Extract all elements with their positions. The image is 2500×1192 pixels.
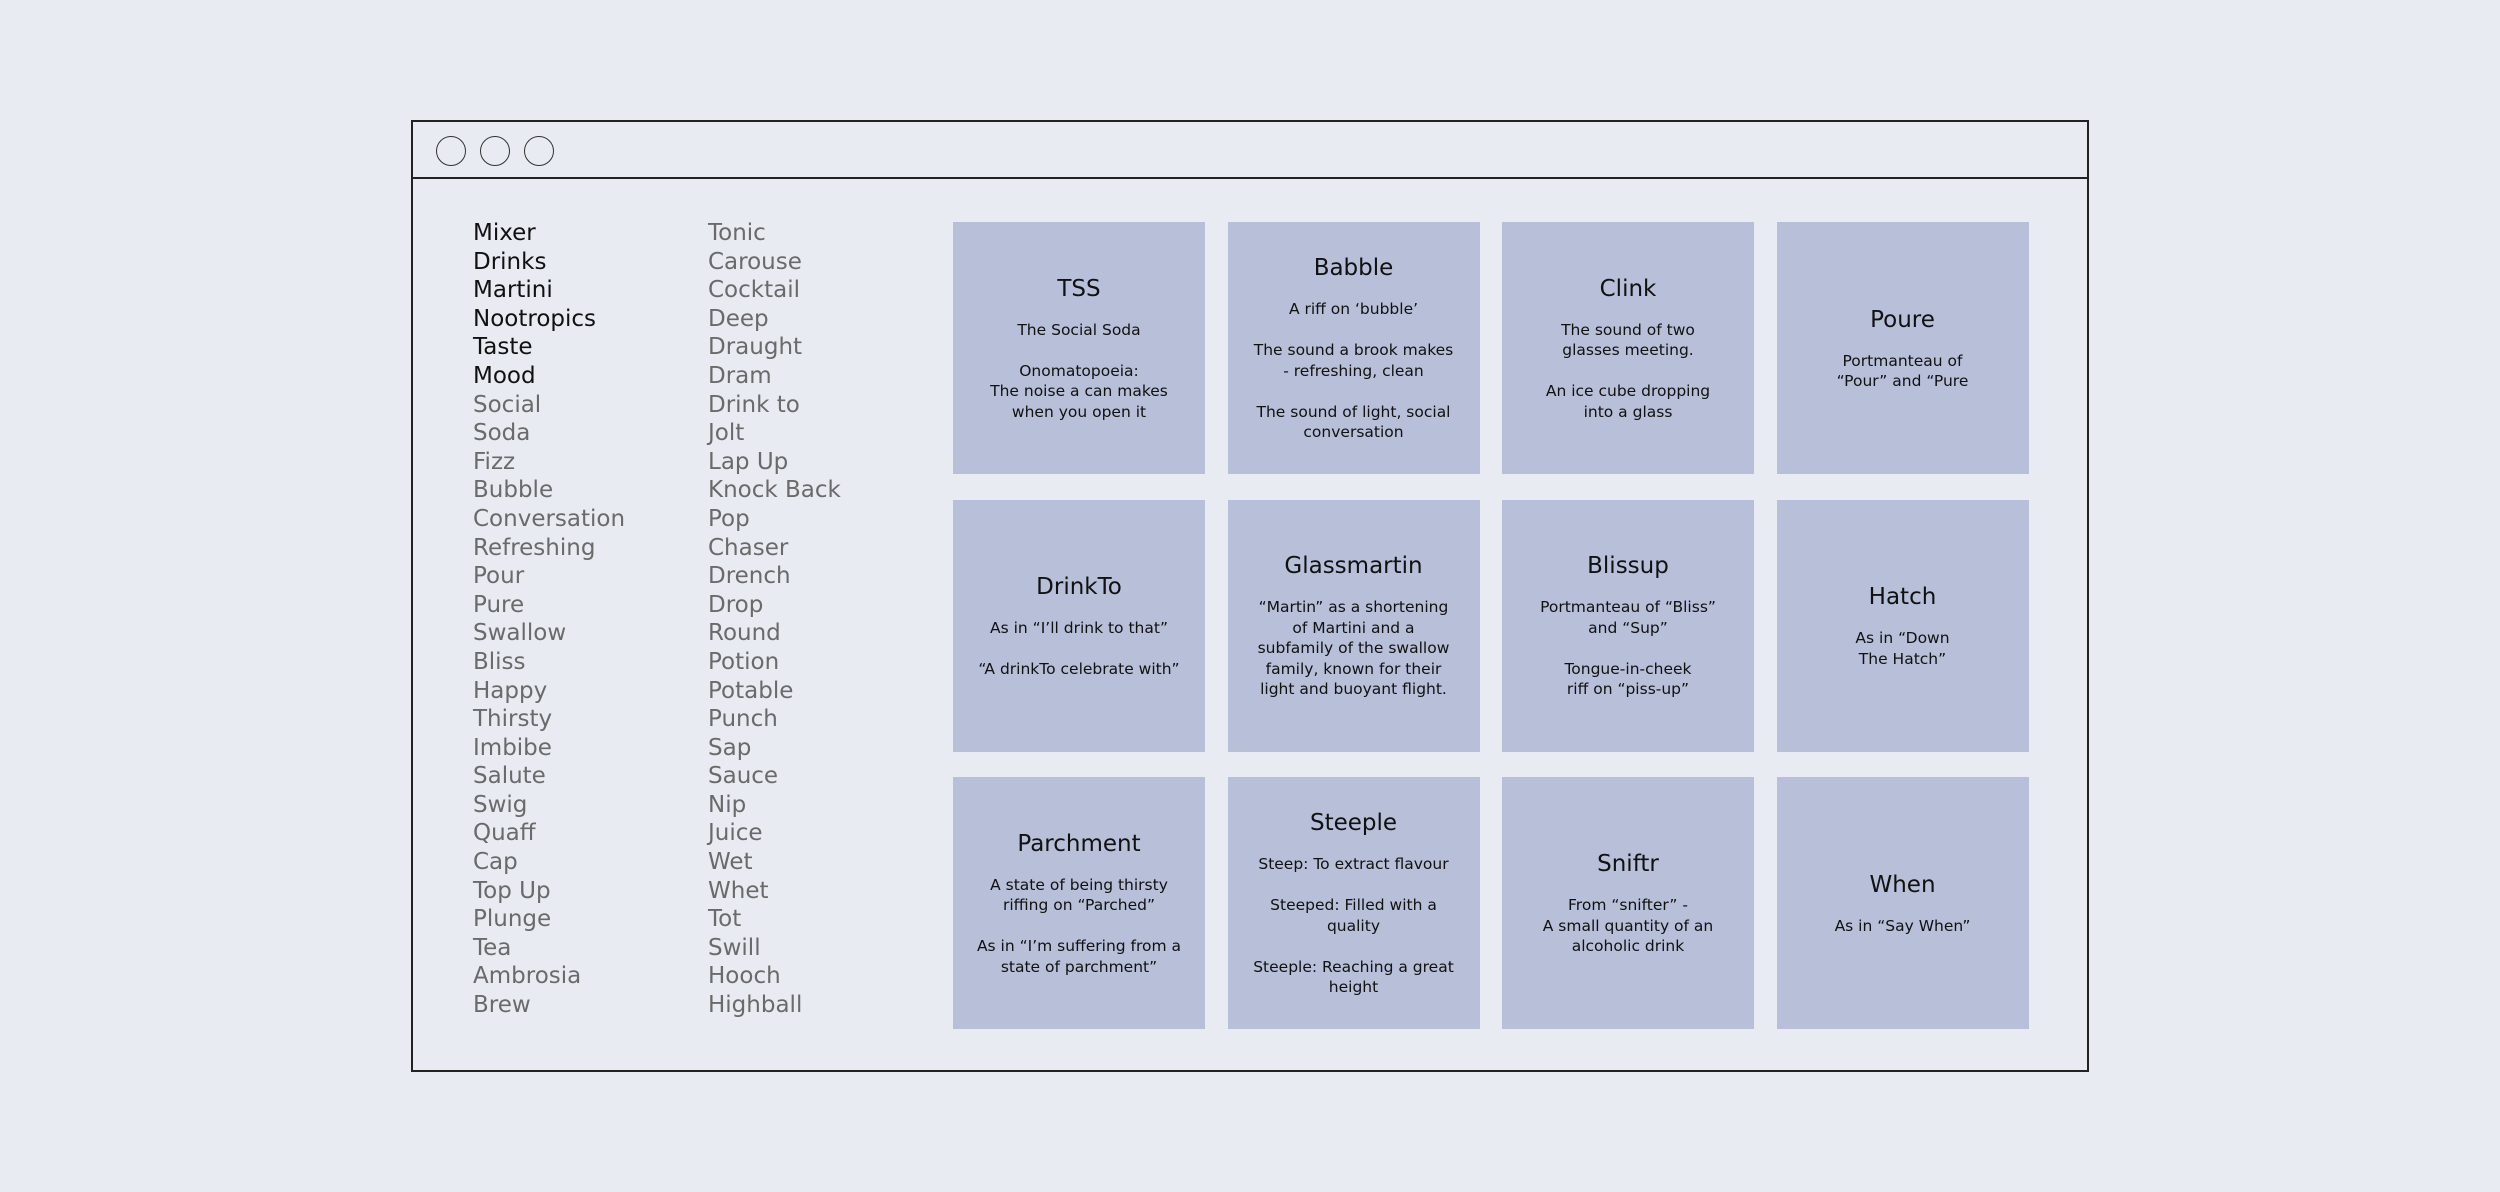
card-description: A state of being thirsty riffing on “Parched” As in “I’m suffering from a state of parchment” xyxy=(976,875,1182,976)
word-list-column-1 xyxy=(473,219,625,1020)
word-list-item: Wet xyxy=(708,849,753,876)
word-list-item: Mixer xyxy=(473,220,536,246)
window-button-1[interactable] xyxy=(436,136,466,166)
card-title: Babble xyxy=(1313,255,1394,282)
word-list-item: Pop xyxy=(708,505,750,532)
word-list-item: Tea xyxy=(473,934,512,961)
name-card xyxy=(1502,500,1754,752)
window-button-3[interactable] xyxy=(524,136,554,166)
word-list-item: Highball xyxy=(708,992,803,1019)
word-list-item: Pure xyxy=(473,591,525,618)
name-card xyxy=(1777,222,2029,474)
name-card xyxy=(953,222,1205,474)
word-list-item: Lap Up xyxy=(708,448,789,475)
word-list-item: Fizz xyxy=(473,448,516,475)
word-list-item: Drop xyxy=(708,591,764,618)
word-list-item: Draught xyxy=(708,334,803,361)
word-list-item: Tot xyxy=(708,906,742,933)
card-title: Steeple xyxy=(1309,810,1398,837)
word-list-item: Carouse xyxy=(708,248,802,275)
card-title: When xyxy=(1869,871,1936,898)
word-list-column-2 xyxy=(708,219,841,1020)
word-list-item: Potion xyxy=(708,648,780,675)
word-list-item: Sauce xyxy=(708,763,779,790)
card-title: DrinkTo xyxy=(1036,573,1122,600)
name-card xyxy=(1228,500,1480,752)
word-list-item: Round xyxy=(708,620,781,647)
word-list-item: Drench xyxy=(708,563,791,590)
card-title: Hatch xyxy=(1868,584,1937,610)
word-list-item: Drinks xyxy=(473,248,547,275)
card-title: Poure xyxy=(1870,306,1935,333)
word-list-item: Taste xyxy=(473,334,533,361)
word-list-item: Happy xyxy=(473,677,548,704)
word-list-item: Refreshing xyxy=(473,534,596,561)
word-list-item: Jolt xyxy=(708,420,745,447)
name-card xyxy=(1228,777,1480,1029)
word-list-item: Martini xyxy=(473,277,553,304)
card-description: Steep: To extract flavour Steeped: Filled with a quality Steeple: Reaching a great height xyxy=(1253,855,1454,997)
word-list-item: Imbibe xyxy=(473,734,552,761)
card-title: Clink xyxy=(1599,275,1657,302)
word-list-item: Soda xyxy=(473,420,531,447)
word-list-item: Potable xyxy=(708,677,794,704)
word-list-item: Quaff xyxy=(473,820,536,847)
word-list-item: Brew xyxy=(473,992,531,1019)
word-list-item: Pour xyxy=(473,563,525,590)
name-card xyxy=(1502,777,1754,1029)
browser-window xyxy=(411,120,2089,1072)
name-card xyxy=(953,777,1205,1029)
word-list-item: Swig xyxy=(473,791,528,818)
word-list-item: Chaser xyxy=(708,534,789,561)
card-description: A riff on ‘bubble’ The sound a brook makes - refreshing, clean The sound of light, social conversation xyxy=(1253,300,1454,442)
word-list-item: Drink to xyxy=(708,391,800,418)
card-description: As in “Down The Hatch” xyxy=(1855,629,1950,668)
card-title: Sniftr xyxy=(1597,851,1659,878)
word-list-item: Nootropics xyxy=(473,305,597,332)
card-description: Portmanteau of “Pour” and “Pure xyxy=(1836,351,1969,390)
word-list-item: Salute xyxy=(473,763,546,790)
word-list-item: Punch xyxy=(708,706,778,733)
word-list-item: Sap xyxy=(708,734,752,761)
window-button-2[interactable] xyxy=(480,136,510,166)
word-list-item: Conversation xyxy=(473,505,626,532)
card-description: The sound of two glasses meeting. An ice cube dropping into a glass xyxy=(1545,320,1711,421)
card-description: The Social Soda Onomatopoeia: The noise a can makes when you open it xyxy=(990,320,1168,421)
word-list-item: Whet xyxy=(708,877,769,904)
word-list-item: Cap xyxy=(473,849,518,876)
word-list-item: Knock Back xyxy=(708,477,841,504)
word-list-item: Dram xyxy=(708,362,772,389)
name-card xyxy=(1228,222,1480,474)
word-list-item: Ambrosia xyxy=(473,963,582,990)
word-list-item: Bliss xyxy=(473,648,526,675)
word-list-item: Mood xyxy=(473,362,536,389)
word-list-item: Social xyxy=(473,391,542,418)
word-list-item: Tonic xyxy=(708,220,766,246)
card-title: Parchment xyxy=(1017,830,1141,857)
word-list-item: Thirsty xyxy=(473,706,553,733)
word-list-item: Juice xyxy=(708,820,763,847)
word-list-item: Swill xyxy=(708,934,761,961)
word-list-item: Swallow xyxy=(473,620,567,647)
word-list-item: Cocktail xyxy=(708,277,800,304)
window-title-bar xyxy=(413,122,2087,179)
word-list-item: Bubble xyxy=(473,477,554,504)
card-description: As in “Say When” xyxy=(1834,916,1971,935)
card-description: Portmanteau of “Bliss” and “Sup” Tongue-in-cheek riff on “piss-up” xyxy=(1540,598,1716,699)
word-list-item: Top Up xyxy=(473,877,551,904)
card-description: From “snifter” - A small quantity of an alcoholic drink xyxy=(1542,896,1714,956)
word-list-item: Deep xyxy=(708,305,769,332)
word-list-item: Hooch xyxy=(708,963,781,990)
name-card xyxy=(953,500,1205,752)
name-card xyxy=(1777,500,2029,752)
name-card xyxy=(1502,222,1754,474)
name-card xyxy=(1777,777,2029,1029)
card-description: “Martin” as a shortening of Martini and a subfamily of the swallow family, known for their light and buoyant flight. xyxy=(1257,598,1450,699)
card-title: Blissup xyxy=(1587,553,1669,580)
card-description: As in “I’ll drink to that” “A drinkTo celebrate with” xyxy=(978,618,1180,678)
card-title: Glassmartin xyxy=(1284,553,1423,580)
word-list-item: Plunge xyxy=(473,906,552,933)
card-title: TSS xyxy=(1057,275,1101,302)
word-list-item: Nip xyxy=(708,791,747,818)
